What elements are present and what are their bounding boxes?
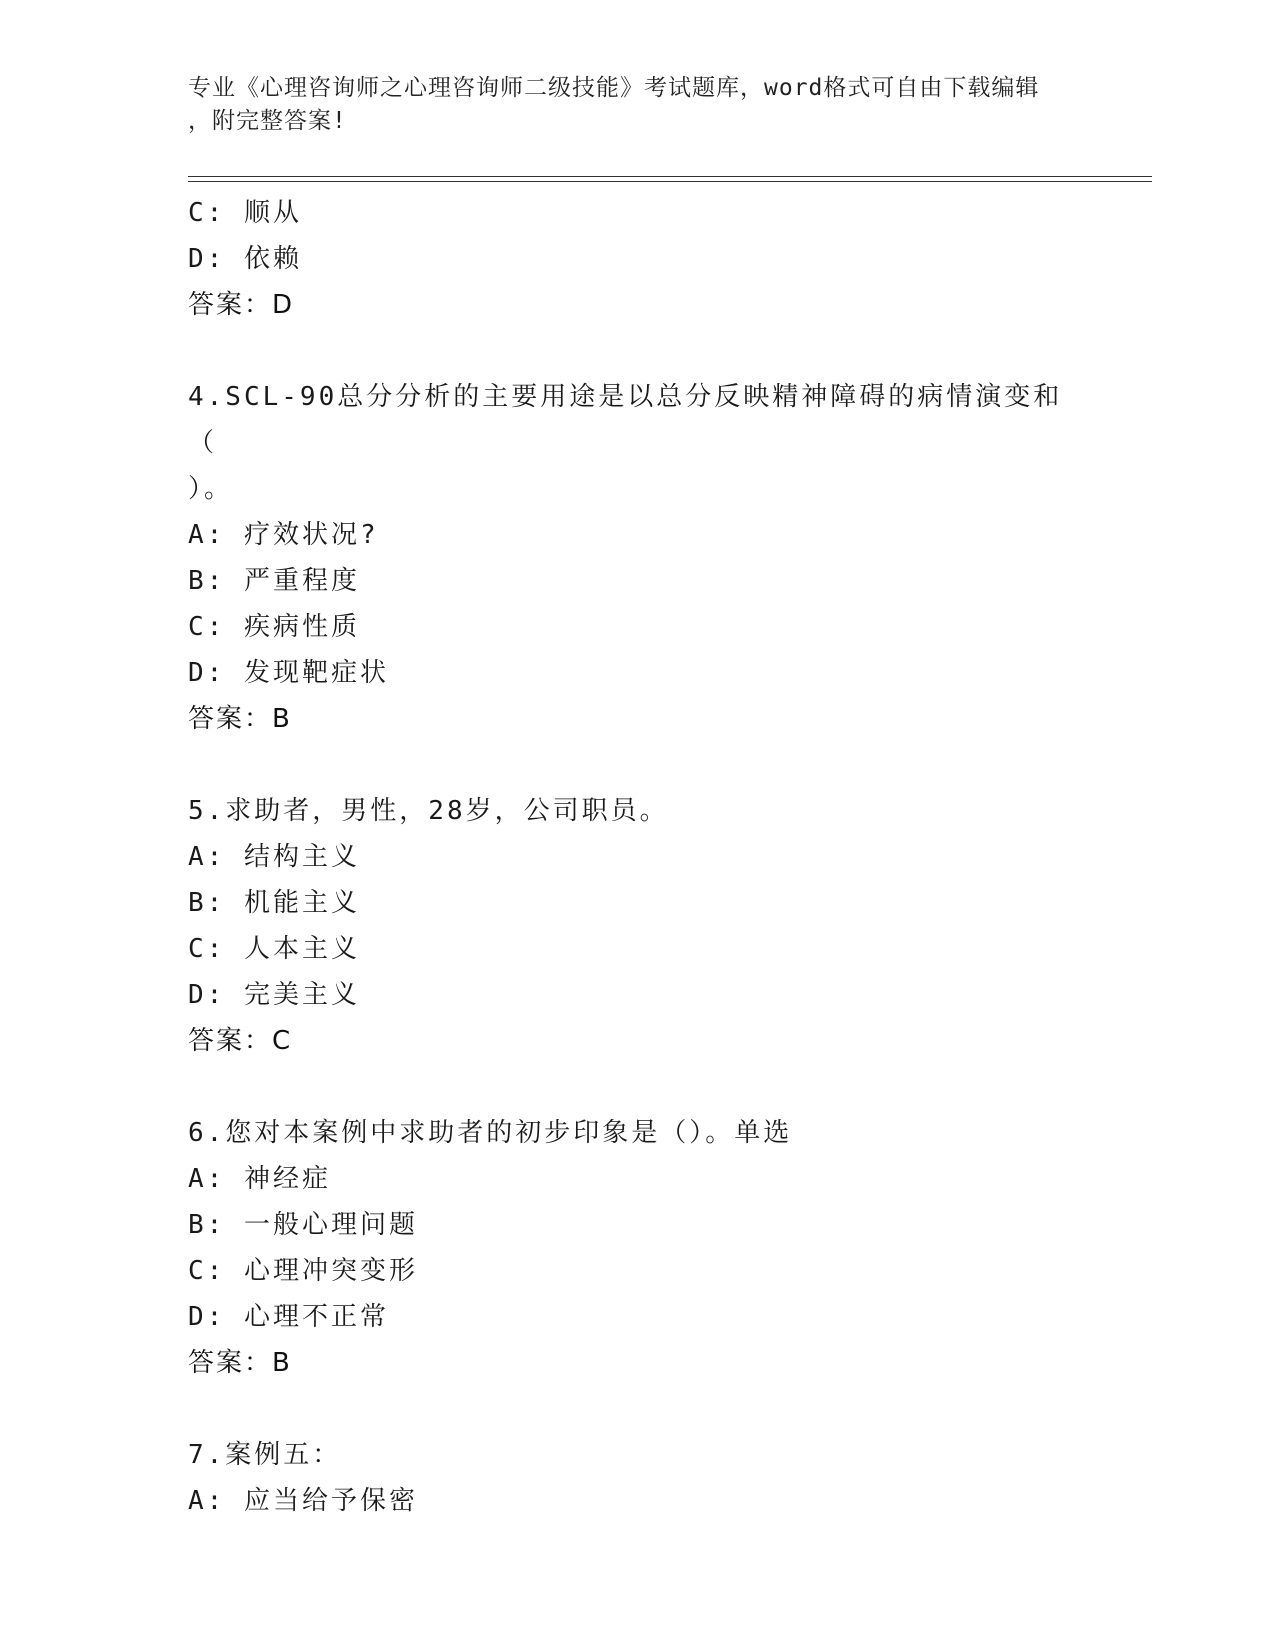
question-stem: 4.SCL-90总分分析的主要用途是以总分反映精神障碍的病情演变和（	[188, 382, 1063, 458]
option-b: B: 机能主义	[188, 888, 360, 918]
option-b: B: 严重程度	[188, 566, 360, 596]
question-stem: 7.案例五：	[188, 1440, 342, 1470]
answer-line: 答案：B	[188, 704, 292, 734]
header-title-continuation: ，附完整答案!	[188, 108, 347, 134]
option-a: A: 结构主义	[188, 842, 360, 872]
option-a: A: 应当给予保密	[188, 1486, 418, 1516]
answer-line: 答案：C	[188, 1026, 293, 1056]
option-d: D: 心理不正常	[188, 1302, 389, 1332]
option-a: A: 疗效状况?	[188, 520, 379, 550]
question-5	[188, 788, 1088, 1064]
question-stem: 6.您对本案例中求助者的初步印象是（）。单选	[188, 1118, 793, 1148]
option-a: A: 神经症	[188, 1164, 331, 1194]
header-divider-top	[188, 176, 1152, 177]
question-7	[188, 1432, 1088, 1524]
document-header	[188, 72, 1088, 138]
option-d: D: 依赖	[188, 244, 302, 274]
answer-line: 答案：B	[188, 1348, 292, 1378]
question-4	[188, 374, 1088, 742]
option-c: C: 人本主义	[188, 934, 360, 964]
header-divider-bottom	[188, 181, 1152, 182]
option-c: C: 疾病性质	[188, 612, 360, 642]
question-list	[188, 190, 1088, 1524]
option-b: B: 一般心理问题	[188, 1210, 418, 1240]
question-6	[188, 1110, 1088, 1386]
question-stem: 5.求助者，男性，28岁，公司职员。	[188, 796, 669, 826]
question-stem-continuation: ）。	[188, 474, 234, 504]
option-c: C: 顺从	[188, 198, 302, 228]
answer-line: 答案：D	[188, 290, 295, 320]
header-title-line: 专业《心理咨询师之心理咨询师二级技能》考试题库，word格式可自由下载编辑	[188, 75, 1040, 101]
option-c: C: 心理冲突变形	[188, 1256, 418, 1286]
option-d: D: 完美主义	[188, 980, 360, 1010]
option-d: D: 发现靶症状	[188, 658, 389, 688]
question-3-tail	[188, 190, 1088, 328]
